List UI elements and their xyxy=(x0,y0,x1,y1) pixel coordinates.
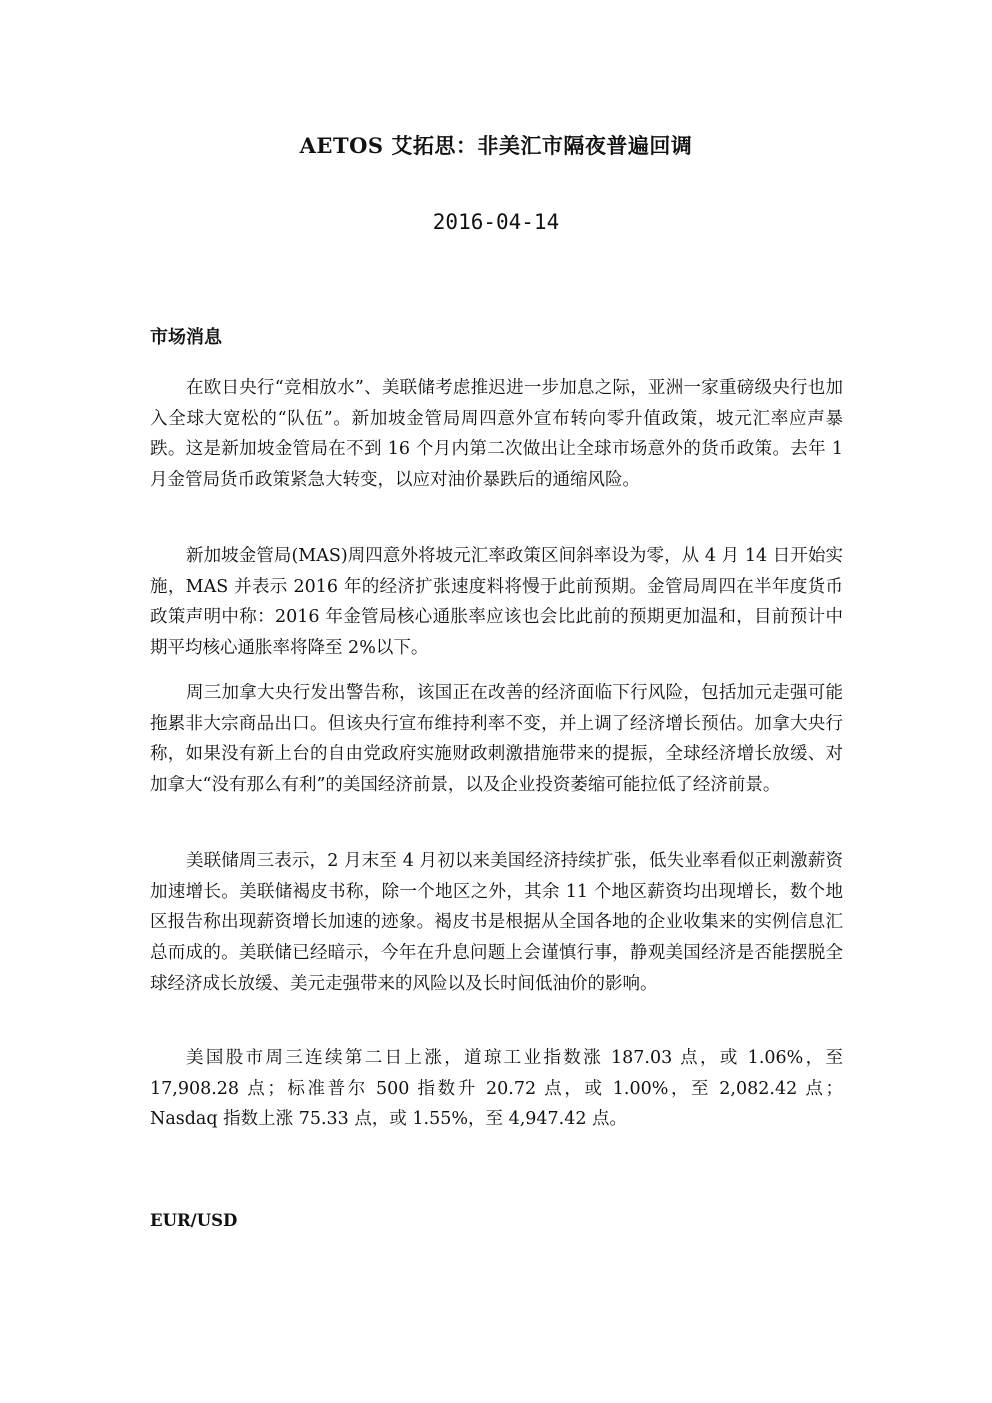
paragraph-bank-of-canada: 周三加拿大央行发出警告称，该国正在改善的经济面临下行风险，包括加元走强可能拖累非大宗商品出口。但该央行宣布维持利率不变，并上调了经济增长预估。加拿大央行称，如果没有新上台的自由党政府实施财政刺激措施带来的提振，全球经济增长放缓、对加拿大“没有那么有利”的美国经济前景，以及企业投资萎缩可能拉低了经济前景。 xyxy=(150,683,843,796)
paragraph-mas-policy: 新加坡金管局(MAS)周四意外将坡元汇率政策区间斜率设为零，从 4 月 14 日开始实施，MAS 并表示 2016 年的经济扩张速度料将慢于此前预期。金管局周四在半年度货币政策声明中称：2016 年金管局核心通胀率应该也会比此前的预期更加温和，目前预计中期平均核心通胀率将降至 2%以下。 xyxy=(150,546,843,659)
paragraph-us-stocks: 美国股市周三连续第二日上涨，道琼工业指数涨 187.03 点，或 1.06%，至 17,908.28 点；标准普尔 500 指数升 20.72 点，或 1.00%，至 2,082.42 点；Nasdaq 指数上涨 75.33 点，或 1.55%，至 4,947.42 点。 xyxy=(150,1048,843,1130)
document-date: 2016-04-14 xyxy=(432,210,560,234)
paragraph-singapore-mas: 在欧日央行“竞相放水”、美联储考虑推迟进一步加息之际，亚洲一家重磅级央行也加入全球大宽松的“队伍”。新加坡金管局周四意外宣布转向零升值政策，坡元汇率应声暴跌。这是新加坡金管局在不到 16 个月内第二次做出让全球市场意外的货币政策。去年 1 月金管局货币政策紧急大转变，以应对油价暴跌后的通缩风险。 xyxy=(150,378,843,491)
currency-pair-label: EUR/USD xyxy=(150,1211,238,1230)
paragraph-fed-beige-book: 美联储周三表示，2 月末至 4 月初以来美国经济持续扩张，低失业率看似正刺激薪资加速增长。美联储褐皮书称，除一个地区之外，其余 11 个地区薪资均出现增长，数个地区报告称出现薪资增长加速的迹象。褐皮书是根据从全国各地的企业收集来的实例信息汇总而成的。美联储已经暗示，今年在升息问题上会谨慎行事，静观美国经济是否能摆脱全球经济成长放缓、美元走强带来的风险以及长时间低油价的影响。 xyxy=(150,851,843,994)
section-heading: 市场消息 xyxy=(150,327,222,348)
document-title: AETOS 艾拓思：非美汇市隔夜普遍回调 xyxy=(299,133,693,158)
